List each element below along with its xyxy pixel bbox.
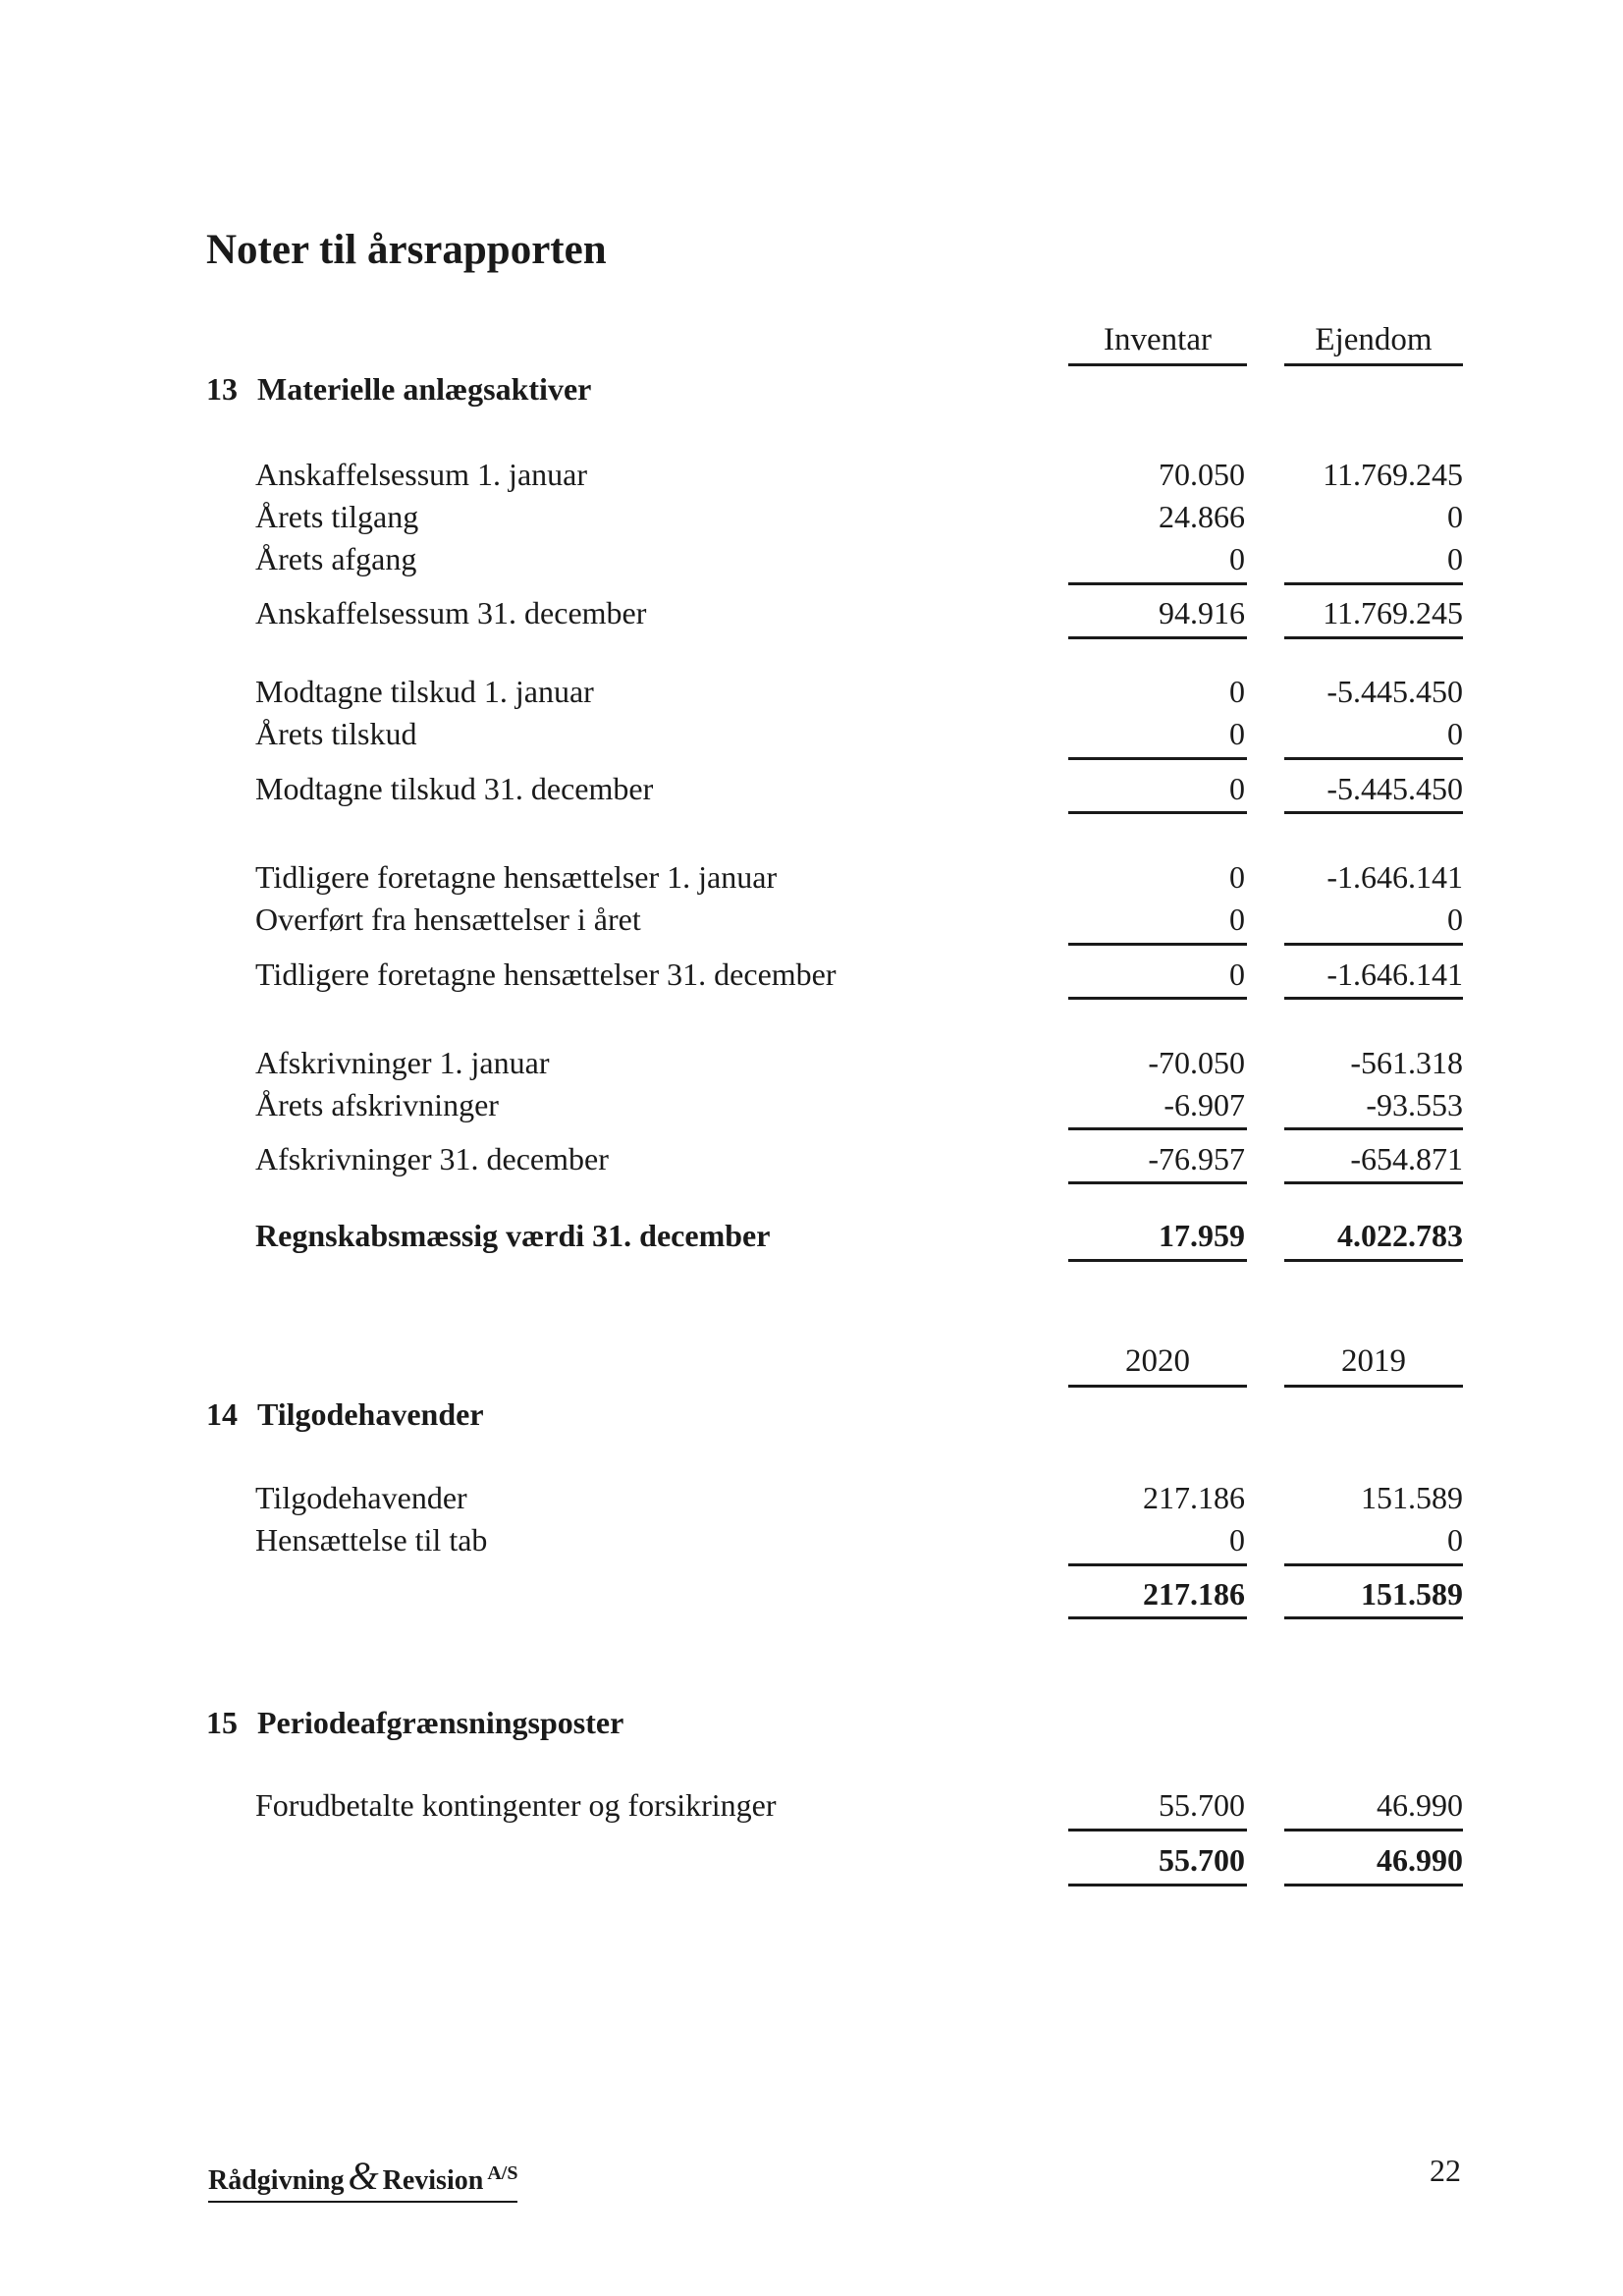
subtotal-rule <box>1284 1563 1463 1566</box>
table-row-label: Årets afgang <box>255 541 417 576</box>
table-cell-ejendom: -1.646.141 <box>1326 859 1463 895</box>
table-cell-ejendom-total: 4.022.783 <box>1337 1218 1463 1253</box>
table-cell-inventar: 0 <box>1229 541 1245 576</box>
total-rule <box>1284 1259 1463 1262</box>
table-cell-ejendom: -5.445.450 <box>1326 771 1463 806</box>
note-heading-15 <box>206 1705 623 1741</box>
table-row-label-total: Regnskabsmæssig værdi 31. december <box>255 1218 771 1253</box>
table-cell-ejendom: -561.318 <box>1350 1045 1463 1080</box>
table-cell-ejendom: 0 <box>1447 716 1463 751</box>
table-cell-2019-total: 151.589 <box>1361 1576 1463 1612</box>
table-cell-ejendom: 11.769.245 <box>1323 457 1463 492</box>
column-header-inventar: Inventar <box>1104 322 1212 357</box>
table-cell-inventar: 0 <box>1229 716 1245 751</box>
column-rule <box>1284 1385 1463 1388</box>
table-cell-inventar: -76.957 <box>1148 1141 1245 1176</box>
table-row-label: Tidligere foretagne hensættelser 31. december <box>255 957 837 992</box>
table-cell-2020: 217.186 <box>1143 1480 1245 1515</box>
subtotal-rule <box>1284 582 1463 585</box>
table-cell-2020: 55.700 <box>1159 1787 1245 1823</box>
note-number: 15 <box>206 1705 238 1740</box>
table-cell-ejendom: 0 <box>1447 541 1463 576</box>
table-row-label: Tidligere foretagne hensættelser 1. januar <box>255 859 778 895</box>
column-rule <box>1068 363 1247 366</box>
table-cell-2020-total: 217.186 <box>1143 1576 1245 1612</box>
table-row-label: Afskrivninger 31. december <box>255 1141 609 1176</box>
column-header-2019: 2019 <box>1341 1343 1406 1379</box>
table-cell-inventar: 0 <box>1229 859 1245 895</box>
table-cell-ejendom: 0 <box>1447 902 1463 937</box>
logo-text-radgivning: Rådgivning <box>208 2165 345 2196</box>
table-cell-inventar: 0 <box>1229 771 1245 806</box>
table-cell-ejendom: -1.646.141 <box>1326 957 1463 992</box>
table-row-label: Årets tilgang <box>255 499 419 534</box>
table-cell-inventar-total: 17.959 <box>1159 1218 1245 1253</box>
subtotal-rule <box>1284 636 1463 639</box>
subtotal-rule <box>1284 1127 1463 1130</box>
subtotal-rule <box>1068 1829 1247 1831</box>
note-title: Tilgodehavender <box>257 1396 484 1432</box>
table-cell-2019: 46.990 <box>1377 1787 1463 1823</box>
page-title: Noter til årsrapporten <box>206 227 607 273</box>
note-heading-14 <box>206 1396 484 1433</box>
table-cell-inventar: 24.866 <box>1159 499 1245 534</box>
subtotal-rule <box>1284 1829 1463 1831</box>
subtotal-rule <box>1068 943 1247 946</box>
subtotal-rule <box>1284 997 1463 1000</box>
table-cell-inventar: 0 <box>1229 902 1245 937</box>
subtotal-rule <box>1068 1181 1247 1184</box>
table-row-label: Anskaffelsessum 31. december <box>255 595 647 630</box>
table-cell-ejendom: 0 <box>1447 499 1463 534</box>
table-row-label: Overført fra hensættelser i året <box>255 902 641 937</box>
table-row-label: Tilgodehavender <box>255 1480 467 1515</box>
column-header-ejendom: Ejendom <box>1315 322 1433 357</box>
page-number: 22 <box>1430 2153 1461 2188</box>
subtotal-rule <box>1284 811 1463 814</box>
table-cell-ejendom: 11.769.245 <box>1323 595 1463 630</box>
subtotal-rule <box>1068 582 1247 585</box>
subtotal-rule <box>1068 757 1247 760</box>
subtotal-rule <box>1068 811 1247 814</box>
subtotal-rule <box>1284 1181 1463 1184</box>
table-row-label: Forudbetalte kontingenter og forsikringer <box>255 1787 777 1823</box>
table-row-label: Afskrivninger 1. januar <box>255 1045 550 1080</box>
column-rule <box>1284 363 1463 366</box>
total-rule <box>1284 1884 1463 1886</box>
note-title: Materielle anlægsaktiver <box>257 371 592 407</box>
table-cell-ejendom: -5.445.450 <box>1326 674 1463 709</box>
table-cell-2019: 0 <box>1447 1522 1463 1558</box>
table-cell-ejendom: -93.553 <box>1366 1087 1463 1122</box>
table-cell-inventar: 94.916 <box>1159 595 1245 630</box>
table-cell-2020: 0 <box>1229 1522 1245 1558</box>
footer-logo <box>208 2153 517 2203</box>
column-rule <box>1068 1385 1247 1388</box>
table-row-label: Modtagne tilskud 31. december <box>255 771 654 806</box>
total-rule <box>1068 1259 1247 1262</box>
column-header-2020: 2020 <box>1125 1343 1190 1379</box>
logo-text-as: A/S <box>487 2161 518 2184</box>
subtotal-rule <box>1068 997 1247 1000</box>
table-row-label: Anskaffelsessum 1. januar <box>255 457 587 492</box>
note-number: 14 <box>206 1396 238 1432</box>
table-cell-inventar: -6.907 <box>1163 1087 1245 1122</box>
table-row-label: Årets tilskud <box>255 716 417 751</box>
table-row-label: Modtagne tilskud 1. januar <box>255 674 594 709</box>
subtotal-rule <box>1068 636 1247 639</box>
total-rule <box>1068 1616 1247 1619</box>
table-cell-inventar: 70.050 <box>1159 457 1245 492</box>
table-row-label: Årets afskrivninger <box>255 1087 499 1122</box>
note-heading-13 <box>206 371 591 408</box>
table-row-label: Hensættelse til tab <box>255 1522 488 1558</box>
table-cell-2020-total: 55.700 <box>1159 1842 1245 1878</box>
table-cell-ejendom: -654.871 <box>1350 1141 1463 1176</box>
subtotal-rule <box>1068 1563 1247 1566</box>
table-cell-inventar: 0 <box>1229 957 1245 992</box>
note-title: Periodeafgrænsningsposter <box>257 1705 624 1740</box>
table-cell-inventar: -70.050 <box>1148 1045 1245 1080</box>
logo-text-revision: Revision <box>382 2165 484 2196</box>
subtotal-rule <box>1284 757 1463 760</box>
subtotal-rule <box>1068 1127 1247 1130</box>
table-cell-2019: 151.589 <box>1361 1480 1463 1515</box>
logo-ampersand: & <box>348 2154 379 2198</box>
table-cell-2019-total: 46.990 <box>1377 1842 1463 1878</box>
table-cell-inventar: 0 <box>1229 674 1245 709</box>
total-rule <box>1068 1884 1247 1886</box>
subtotal-rule <box>1284 943 1463 946</box>
note-number: 13 <box>206 371 238 407</box>
total-rule <box>1284 1616 1463 1619</box>
